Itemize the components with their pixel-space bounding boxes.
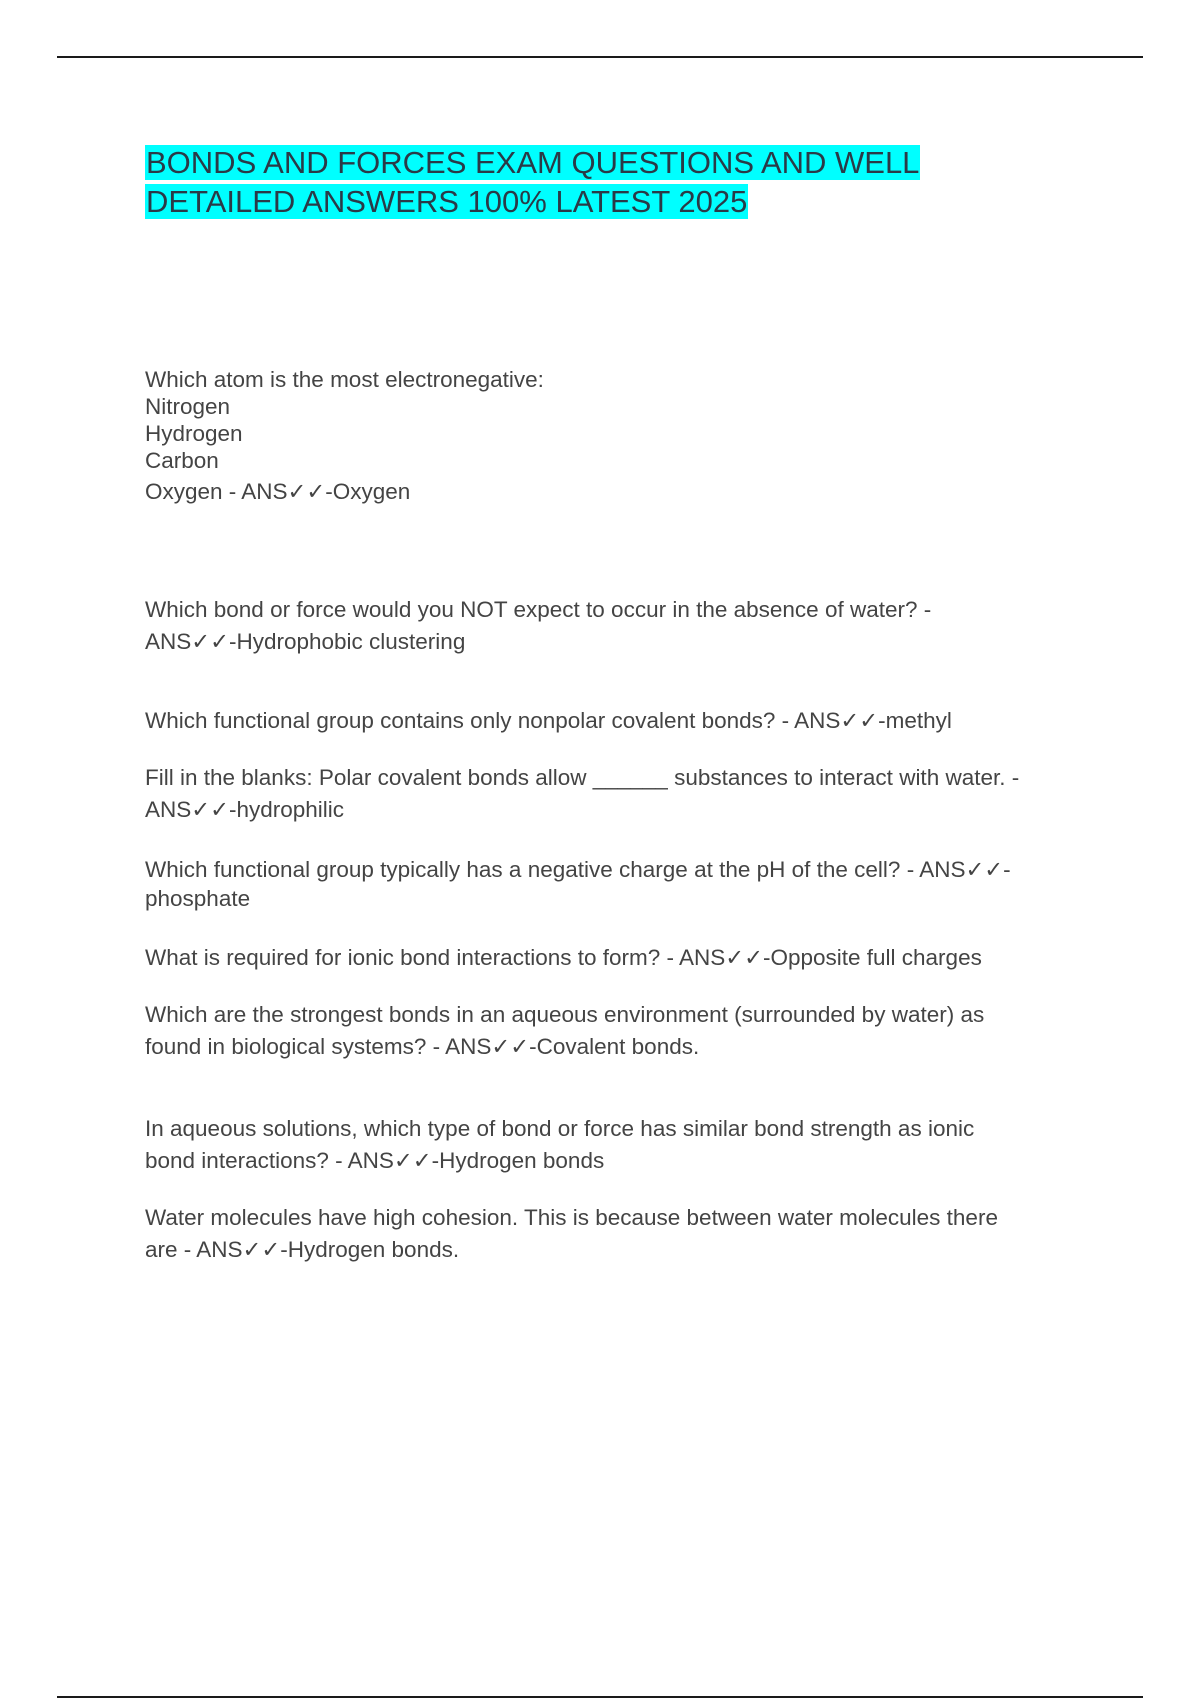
title-line-2: DETAILED ANSWERS 100% LATEST 2025 xyxy=(146,184,748,219)
question-text: Water molecules have high cohesion. This is because between water molecules there xyxy=(145,1205,998,1230)
document-title xyxy=(145,143,1105,221)
answer-text: Oxygen - ANS✓✓-Oxygen xyxy=(145,479,411,504)
answer-text: found in biological systems? - ANS✓✓-Covalent bonds. xyxy=(145,1034,700,1059)
top-rule xyxy=(57,56,1143,58)
option-text: Carbon xyxy=(145,448,219,473)
question-text: Which atom is the most electronegative: xyxy=(145,367,544,392)
question-answer-6 xyxy=(145,942,1105,974)
answer-text: phosphate xyxy=(145,886,251,911)
question-answer-7 xyxy=(145,999,1105,1063)
question-answer-5 xyxy=(145,855,1105,913)
question-answer-8 xyxy=(145,1113,1105,1177)
question-text: Which functional group typically has a negative charge at the pH of the cell? - ANS✓✓- xyxy=(145,857,1011,882)
answer-text: bond interactions? - ANS✓✓-Hydrogen bonds xyxy=(145,1148,605,1173)
answer-text: are - ANS✓✓-Hydrogen bonds. xyxy=(145,1237,460,1262)
question-answer-4 xyxy=(145,762,1105,826)
answer-text: ANS✓✓-Hydrophobic clustering xyxy=(145,629,466,654)
bottom-rule xyxy=(57,1696,1143,1698)
answer-text: ANS✓✓-hydrophilic xyxy=(145,797,345,822)
question-answer-text: What is required for ionic bond interactions to form? - ANS✓✓-Opposite full charges xyxy=(145,945,982,970)
question-answer-2 xyxy=(145,594,1105,658)
question-answer-9 xyxy=(145,1202,1105,1266)
question-text: Which bond or force would you NOT expect to occur in the absence of water? - xyxy=(145,597,932,622)
option-text: Hydrogen xyxy=(145,421,243,446)
option-text: Nitrogen xyxy=(145,394,231,419)
question-text: Fill in the blanks: Polar covalent bonds allow ______ substances to interact with water. - xyxy=(145,765,1020,790)
question-answer-1 xyxy=(145,366,1105,505)
question-text: In aqueous solutions, which type of bond or force has similar bond strength as ionic xyxy=(145,1116,975,1141)
title-line-1: BONDS AND FORCES EXAM QUESTIONS AND WELL xyxy=(146,145,920,180)
question-text: Which are the strongest bonds in an aqueous environment (surrounded by water) as xyxy=(145,1002,985,1027)
question-answer-text: Which functional group contains only nonpolar covalent bonds? - ANS✓✓-methyl xyxy=(145,708,952,733)
question-answer-3 xyxy=(145,705,1105,737)
